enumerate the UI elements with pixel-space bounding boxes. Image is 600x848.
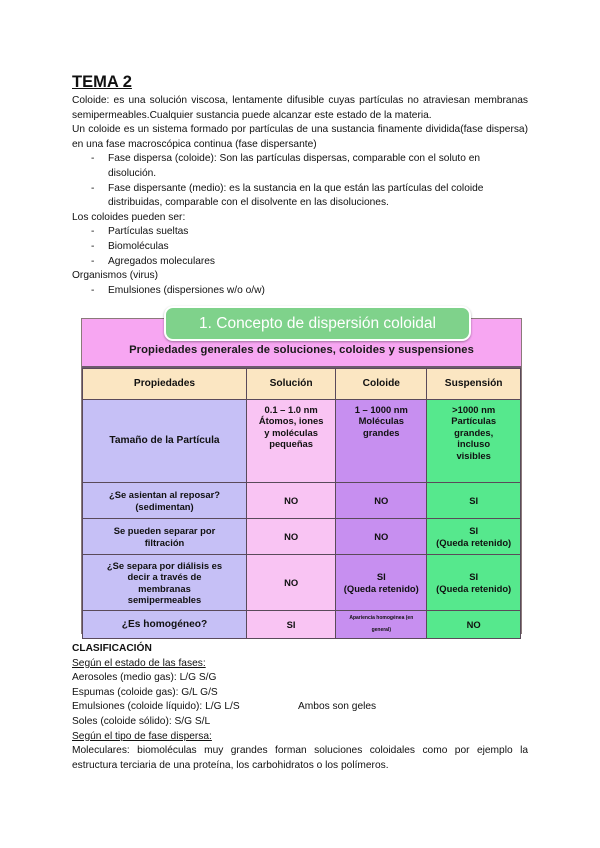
subheading-state: Según el estado de las fases: [72, 657, 206, 669]
aerosols-line: Aerosoles (medio gas): L/G S/G [72, 672, 217, 684]
table-row [83, 611, 521, 639]
emulsions-line: Emulsiones (coloide líquido): L/G L/S Ambos son geles [72, 701, 377, 713]
gels-note: Ambos son geles [298, 701, 377, 713]
intro-paragraph-2: Un coloide es un sistema formado por partículas de una sustancia finamente dividida(fase dispersa) en una fase macroscópica continua (fase dispersante) [72, 124, 528, 150]
list-item: - Fase dispersante (medio): es la sustancia en la que están las partículas del coloide distribuidas, comparable con el disolvente en las disoluciones. [91, 182, 484, 209]
table-row [83, 555, 521, 611]
column-header: Coloide [336, 369, 427, 400]
table-cell: SI [246, 611, 335, 639]
properties-table [82, 368, 521, 639]
table-cell: 1 – 1000 nm Moléculas grandes [336, 400, 427, 483]
subheading-dispersed: Según el tipo de fase dispersa: [72, 730, 212, 742]
table-row [83, 483, 521, 519]
list-item: - Emulsiones (dispersiones w/o o/w) [91, 284, 265, 296]
table-row [83, 519, 521, 555]
table-cell: SI [427, 483, 521, 519]
table-cell: NO [246, 483, 335, 519]
column-header: Solución [246, 369, 335, 400]
table-cell: >1000 nm Partículas grandes, incluso visibles [427, 400, 521, 483]
molecular-paragraph: Moleculares: biomoléculas muy grandes forman soluciones coloidales como por ejemplo la estructura terciaria de una proteína, los carbohidratos o los polímeros. [72, 745, 528, 771]
table-cell: 0.1 – 1.0 nm Átomos, iones y moléculas pequeñas [246, 400, 335, 483]
table-cell: NO [336, 519, 427, 555]
organisms-line: Organismos (virus) [72, 270, 159, 282]
column-header: Suspensión [427, 369, 521, 400]
table-cell: NO [246, 555, 335, 611]
document-body [72, 72, 528, 298]
intro-paragraph-1: Coloide: es una solución viscosa, lentamente difusible cuyas partículas no atraviesan membranas semipermeables.Cualquier sustancia puede alcanzar este estado de la materia. [72, 95, 528, 121]
table-cell: Tamaño de la Partícula [83, 400, 247, 483]
column-header: Propiedades [83, 369, 247, 400]
list-item: - Biomoléculas [91, 240, 169, 252]
figure-header: Propiedades generales de soluciones, coloides y suspensiones [82, 319, 521, 368]
emulsions-list [72, 284, 528, 299]
table-row [83, 400, 521, 483]
table-cell: SI (Queda retenido) [336, 555, 427, 611]
sols-line: Soles (coloide sólido): S/G S/L [72, 715, 211, 727]
page-title: TEMA 2 [72, 73, 132, 91]
table-cell: Apariencia homogénea (en general) [336, 611, 427, 639]
table-cell: SI (Queda retenido) [427, 519, 521, 555]
table-cell: NO [246, 519, 335, 555]
list-item: - Fase dispersa (coloide): Son las partículas dispersas, comparable con el soluto en disolución. [91, 153, 481, 179]
classification-heading: CLASIFICACIÓN [72, 643, 152, 654]
table-cell: SI (Queda retenido) [427, 555, 521, 611]
types-intro: Los coloides pueden ser: [72, 211, 186, 223]
list-item: - Agregados moleculares [91, 255, 216, 267]
colloid-table-figure [81, 305, 522, 634]
phases-list [72, 152, 528, 210]
table-cell: NO [336, 483, 427, 519]
figure-title: 1. Concepto de dispersión coloidal [164, 306, 471, 341]
table-cell: ¿Se separa por diálisis es decir a través de membranas semipermeables [83, 555, 247, 611]
figure-frame [81, 318, 522, 634]
types-list [72, 225, 528, 269]
foams-line: Espumas (coloide gas): G/L G/S [72, 686, 218, 698]
table-header-row [83, 369, 521, 400]
table-cell: ¿Se asientan al reposar? (sedimentan) [83, 483, 247, 519]
list-item: - Partículas sueltas [91, 226, 189, 238]
classification-section [72, 642, 528, 773]
table-cell: ¿Es homogéneo? [83, 611, 247, 639]
table-cell: NO [427, 611, 521, 639]
table-cell: Se pueden separar por filtración [83, 519, 247, 555]
